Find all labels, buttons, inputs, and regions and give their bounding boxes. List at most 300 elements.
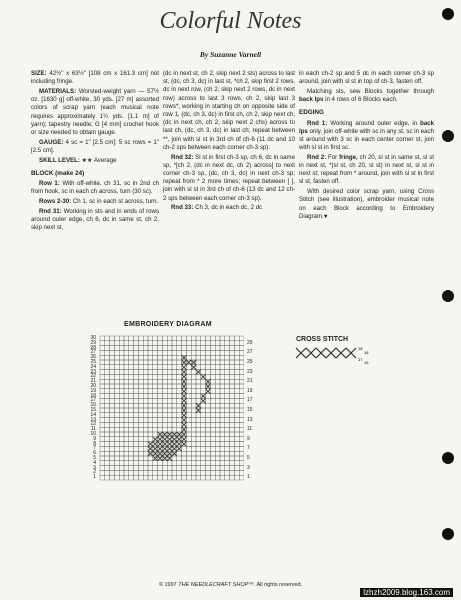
grid-cell [134, 446, 139, 451]
grid-cell [119, 360, 124, 365]
grid-cell [210, 422, 215, 427]
grid-cell [124, 451, 129, 456]
grid-cell [110, 346, 115, 351]
grid-cell [124, 442, 129, 447]
grid-cell [110, 427, 115, 432]
grid-cell [220, 437, 225, 442]
grid-cell [134, 350, 139, 355]
edging-rnd2-label: Rnd 2: [307, 153, 327, 161]
grid-cell [201, 403, 206, 408]
grid-cell [215, 360, 220, 365]
grid-cell [206, 437, 211, 442]
grid-cell [210, 413, 215, 418]
grid-cell [134, 456, 139, 461]
diagram-row-label-left: 14 [90, 411, 96, 418]
grid-cell [143, 437, 148, 442]
rnd32-text: Sl st in first ch-3 sp, ch 6, dc in same sp, *[ch 2, (dc in next dc, ch 2) across] to next corner ch-3 sp, (dc, ch 3, dc) in next ch-3 sp; repeat from * 2 more times; repeat between [ ], join with sl st in 3rd ch of ch-6 (13 dc and 12 ch-2 sps between each corner ch-3 sp). [163, 153, 295, 202]
grid-cell [148, 346, 153, 351]
grid-cell [138, 422, 143, 427]
grid-cell [134, 442, 139, 447]
grid-cell [148, 470, 153, 475]
binder-hole [442, 130, 454, 142]
grid-cell [234, 413, 239, 418]
grid-cell [134, 413, 139, 418]
grid-cell [114, 341, 119, 346]
grid-cell [162, 394, 167, 399]
column-2 [163, 70, 295, 214]
grid-cell [201, 408, 206, 413]
diagram-row-label-right: 29 [247, 339, 253, 346]
diagram-row-label-left: 15 [90, 407, 96, 413]
grid-cell [143, 384, 148, 389]
grid-cell [225, 427, 230, 432]
grid-cell [186, 446, 191, 451]
grid-cell [182, 461, 187, 466]
grid-cell [210, 370, 215, 375]
grid-cell [206, 336, 211, 341]
grid-cell [153, 394, 158, 399]
grid-cell [191, 408, 196, 413]
grid-cell [210, 403, 215, 408]
grid-cell [153, 384, 158, 389]
grid-cell [230, 466, 235, 471]
grid-cell [182, 346, 187, 351]
grid-cell [206, 466, 211, 471]
grid-cell [191, 466, 196, 471]
grid-cell [110, 470, 115, 475]
grid-cell [186, 341, 191, 346]
grid-cell [210, 466, 215, 471]
grid-cell [225, 336, 230, 341]
grid-cell [172, 475, 177, 480]
grid-cell [172, 355, 177, 360]
gauge-para [31, 139, 159, 155]
grid-cell [119, 470, 124, 475]
grid-cell [239, 379, 244, 384]
grid-cell [162, 341, 167, 346]
grid-cell [124, 403, 129, 408]
grid-cell [191, 336, 196, 341]
grid-cell [148, 374, 153, 379]
grid-cell [143, 355, 148, 360]
grid-cell [201, 418, 206, 423]
grid-cell [153, 466, 158, 471]
grid-cell [182, 336, 187, 341]
grid-cell [134, 418, 139, 423]
grid-cell [138, 341, 143, 346]
grid-cell [215, 461, 220, 466]
grid-cell [114, 408, 119, 413]
skill-para [31, 157, 159, 165]
grid-cell [153, 432, 158, 437]
grid-cell [177, 336, 182, 341]
grid-cell [114, 432, 119, 437]
grid-cell [191, 379, 196, 384]
grid-cell [105, 475, 110, 480]
sew-para [299, 88, 434, 104]
grid-cell [206, 350, 211, 355]
grid-cell [225, 408, 230, 413]
grid-cell [239, 470, 244, 475]
grid-cell [230, 442, 235, 447]
grid-cell [201, 470, 206, 475]
grid-cell [124, 384, 129, 389]
grid-cell [105, 379, 110, 384]
grid-cell [138, 408, 143, 413]
grid-cell [134, 427, 139, 432]
grid-cell [138, 350, 143, 355]
grid-cell [177, 413, 182, 418]
grid-cell [201, 466, 206, 471]
grid-cell [143, 370, 148, 375]
grid-cell [225, 389, 230, 394]
grid-cell [225, 456, 230, 461]
grid-cell [220, 341, 225, 346]
grid-cell [206, 370, 211, 375]
grid-cell [143, 427, 148, 432]
grid-cell [220, 451, 225, 456]
grid-cell [177, 374, 182, 379]
grid-cell [124, 389, 129, 394]
grid-cell [129, 346, 134, 351]
grid-cell [196, 346, 201, 351]
embroidery-diagram-title: EMBROIDERY DIAGRAM [124, 321, 212, 328]
grid-cell [100, 446, 105, 451]
grid-cell [191, 346, 196, 351]
grid-cell [230, 370, 235, 375]
grid-cell [158, 470, 163, 475]
grid-cell [210, 427, 215, 432]
grid-cell [124, 374, 129, 379]
grid-cell [225, 422, 230, 427]
grid-cell [129, 475, 134, 480]
grid-cell [148, 384, 153, 389]
grid-cell [119, 346, 124, 351]
grid-cell [158, 370, 163, 375]
grid-cell [210, 451, 215, 456]
grid-cell [215, 442, 220, 447]
grid-cell [239, 432, 244, 437]
grid-cell [143, 442, 148, 447]
grid-cell [119, 394, 124, 399]
edging-rnd1-para [299, 120, 434, 153]
grid-cell [239, 398, 244, 403]
grid-cell [230, 456, 235, 461]
byline: By Suzanne Varnell [199, 50, 262, 59]
edging-rnd1-b: back lps [299, 119, 434, 135]
grid-cell [143, 475, 148, 480]
grid-cell [119, 413, 124, 418]
grid-cell [206, 456, 211, 461]
grid-cell [143, 413, 148, 418]
grid-cell [172, 370, 177, 375]
grid-cell [110, 341, 115, 346]
grid-cell [220, 408, 225, 413]
grid-cell [119, 466, 124, 471]
grid-cell [153, 418, 158, 423]
grid-cell [153, 427, 158, 432]
grid-cell [129, 451, 134, 456]
grid-cell [162, 389, 167, 394]
grid-cell [220, 418, 225, 423]
grid-cell [100, 346, 105, 351]
grid-cell [138, 360, 143, 365]
grid-cell [100, 355, 105, 360]
grid-cell [225, 355, 230, 360]
diagram-row-label-left: 9 [93, 435, 96, 442]
grid-cell [110, 466, 115, 471]
grid-cell [220, 384, 225, 389]
grid-cell [119, 446, 124, 451]
grid-cell [201, 442, 206, 447]
grid-cell [215, 355, 220, 360]
grid-cell [114, 446, 119, 451]
diagram-row-label-left: 23 [90, 368, 96, 375]
grid-cell [138, 418, 143, 423]
grid-cell [134, 466, 139, 471]
grid-cell [162, 461, 167, 466]
grid-cell [234, 466, 239, 471]
grid-cell [143, 389, 148, 394]
grid-cell [239, 350, 244, 355]
grid-cell [191, 422, 196, 427]
grid-cell [105, 418, 110, 423]
grid-cell [100, 370, 105, 375]
grid-cell [114, 451, 119, 456]
grid-cell [100, 456, 105, 461]
grid-cell [167, 422, 172, 427]
grid-cell [234, 370, 239, 375]
grid-cell [172, 384, 177, 389]
grid-cell [167, 341, 172, 346]
grid-cell [148, 437, 153, 442]
grid-cell [110, 408, 115, 413]
grid-cell [158, 403, 163, 408]
grid-cell [206, 341, 211, 346]
grid-cell [186, 398, 191, 403]
diagram-row-label-right: 13 [247, 416, 253, 423]
grid-cell [186, 422, 191, 427]
grid-cell [148, 418, 153, 423]
grid-cell [158, 418, 163, 423]
diagram-row-label-left: 18 [90, 392, 96, 399]
grid-cell [167, 403, 172, 408]
grid-cell [105, 365, 110, 370]
grid-cell [148, 427, 153, 432]
grid-cell [100, 394, 105, 399]
diagram-row-label-left: 25 [90, 359, 96, 365]
grid-cell [177, 394, 182, 399]
grid-cell [134, 408, 139, 413]
grid-cell [167, 389, 172, 394]
rnd33-label: Rnd 33: [171, 204, 194, 212]
grid-cell [138, 413, 143, 418]
grid-cell [230, 398, 235, 403]
grid-cell [167, 346, 172, 351]
column-1 [31, 70, 159, 234]
grid-cell [129, 466, 134, 471]
grid-cell [158, 379, 163, 384]
grid-cell [158, 374, 163, 379]
grid-cell [143, 379, 148, 384]
grid-cell [100, 360, 105, 365]
grid-cell [158, 346, 163, 351]
diagram-row-label-left: 1 [93, 474, 96, 481]
sew-text-b: back lps [299, 96, 324, 104]
grid-cell [177, 456, 182, 461]
grid-cell [114, 456, 119, 461]
grid-cell [134, 398, 139, 403]
grid-cell [162, 374, 167, 379]
grid-cell [191, 437, 196, 442]
grid-cell [143, 432, 148, 437]
grid-cell [215, 389, 220, 394]
grid-cell [100, 442, 105, 447]
grid-cell [158, 350, 163, 355]
grid-cell [239, 360, 244, 365]
rows230-text: Ch 1, sc in each st across, turn. [72, 197, 159, 205]
grid-cell [110, 370, 115, 375]
grid-cell [148, 456, 153, 461]
grid-cell [100, 374, 105, 379]
grid-cell [210, 418, 215, 423]
grid-cell [186, 336, 191, 341]
grid-cell [186, 437, 191, 442]
grid-cell [100, 413, 105, 418]
grid-cell [215, 350, 220, 355]
grid-cell [148, 360, 153, 365]
grid-cell [119, 350, 124, 355]
grid-cell [196, 384, 201, 389]
block-heading: BLOCK (make 24) [31, 169, 85, 177]
grid-cell [162, 336, 167, 341]
grid-cell [124, 422, 129, 427]
grid-cell [210, 408, 215, 413]
grid-cell [114, 384, 119, 389]
grid-cell [162, 384, 167, 389]
grid-cell [196, 451, 201, 456]
grid-cell [230, 360, 235, 365]
grid-cell [129, 408, 134, 413]
cross-stitch-illustration [294, 345, 374, 367]
grid-cell [172, 341, 177, 346]
gauge-label: GAUGE: [39, 138, 64, 146]
diagram-row-label-left: 22 [90, 373, 96, 380]
grid-cell [138, 346, 143, 351]
grid-cell [182, 466, 187, 471]
grid-cell [153, 389, 158, 394]
grid-cell [158, 389, 163, 394]
grid-cell [215, 398, 220, 403]
grid-cell [129, 437, 134, 442]
cs-label-18: 18 [358, 346, 363, 351]
grid-cell [105, 470, 110, 475]
grid-cell [129, 341, 134, 346]
grid-cell [129, 398, 134, 403]
grid-cell [215, 384, 220, 389]
grid-cell [110, 461, 115, 466]
grid-cell [201, 461, 206, 466]
grid-cell [138, 451, 143, 456]
grid-cell [124, 470, 129, 475]
grid-cell [206, 394, 211, 399]
grid-cell [220, 413, 225, 418]
grid-cell [172, 413, 177, 418]
grid-cell [114, 475, 119, 480]
grid-cell [134, 370, 139, 375]
grid-cell [234, 346, 239, 351]
grid-cell [220, 350, 225, 355]
grid-cell [100, 336, 105, 341]
grid-cell [148, 475, 153, 480]
grid-cell [105, 336, 110, 341]
grid-cell [110, 432, 115, 437]
grid-cell [225, 432, 230, 437]
grid-cell [172, 394, 177, 399]
grid-cell [138, 437, 143, 442]
grid-cell [215, 413, 220, 418]
size-text: 42½" x 63½" [108 cm x 161.3 cm] not including fringe. [31, 70, 159, 86]
grid-cell [124, 413, 129, 418]
grid-cell [119, 408, 124, 413]
grid-cell [153, 370, 158, 375]
grid-cell [110, 384, 115, 389]
rnd31-cont: (dc in next st, ch 2, skip next 2 sts) across to last st, (dc, ch 3, dc) in last st, *ch 2, skip first 2 rows, dc in next row, (ch 2, skip next 2 rows, dc in next row) across to last 3 rows, ch 2, skip last 3 rows*; working in starting ch on opposite side of row 1, (dc, ch 3, dc) in first ch, ch 2, skip next ch, (dc in next ch, ch 2, skip next 2 chs) across to last ch, (dc, ch 3, dc) in last ch; repeat between **, join with sl st in 3rd ch of ch-6 (11 dc and 10 ch-2 sps between each corner ch-3 sp). [163, 70, 295, 151]
grid-cell [143, 394, 148, 399]
grid-cell [230, 422, 235, 427]
grid-cell [191, 427, 196, 432]
grid-cell [234, 475, 239, 480]
grid-cell [206, 442, 211, 447]
grid-cell [201, 365, 206, 370]
grid-cell [119, 461, 124, 466]
grid-cell [210, 470, 215, 475]
grid-cell [239, 374, 244, 379]
grid-cell [134, 360, 139, 365]
grid-cell [215, 374, 220, 379]
grid-cell [153, 365, 158, 370]
sew-text-c: in 4 rows of 6 Blocks each. [325, 96, 398, 104]
grid-cell [153, 355, 158, 360]
grid-cell [153, 360, 158, 365]
grid-cell [215, 437, 220, 442]
grid-cell [129, 374, 134, 379]
grid-cell [215, 456, 220, 461]
grid-cell [239, 446, 244, 451]
grid-cell [138, 427, 143, 432]
grid-cell [162, 418, 167, 423]
grid-cell [210, 379, 215, 384]
grid-cell [215, 432, 220, 437]
grid-cell [162, 413, 167, 418]
grid-cell [186, 456, 191, 461]
grid-cell [143, 374, 148, 379]
row1-text: With off-white, ch 31, sc in 2nd ch from hook, sc in each ch across, turn (30 sc). [31, 179, 159, 196]
grid-cell [119, 456, 124, 461]
grid-cell [191, 389, 196, 394]
grid-cell [148, 394, 153, 399]
grid-cell [143, 456, 148, 461]
grid-cell [110, 355, 115, 360]
diagram-row-label-right: 7 [247, 445, 250, 452]
grid-cell [210, 365, 215, 370]
grid-cell [191, 413, 196, 418]
grid-cell [134, 432, 139, 437]
grid-cell [114, 466, 119, 471]
grid-cell [119, 370, 124, 375]
grid-cell [143, 341, 148, 346]
grid-cell [162, 422, 167, 427]
